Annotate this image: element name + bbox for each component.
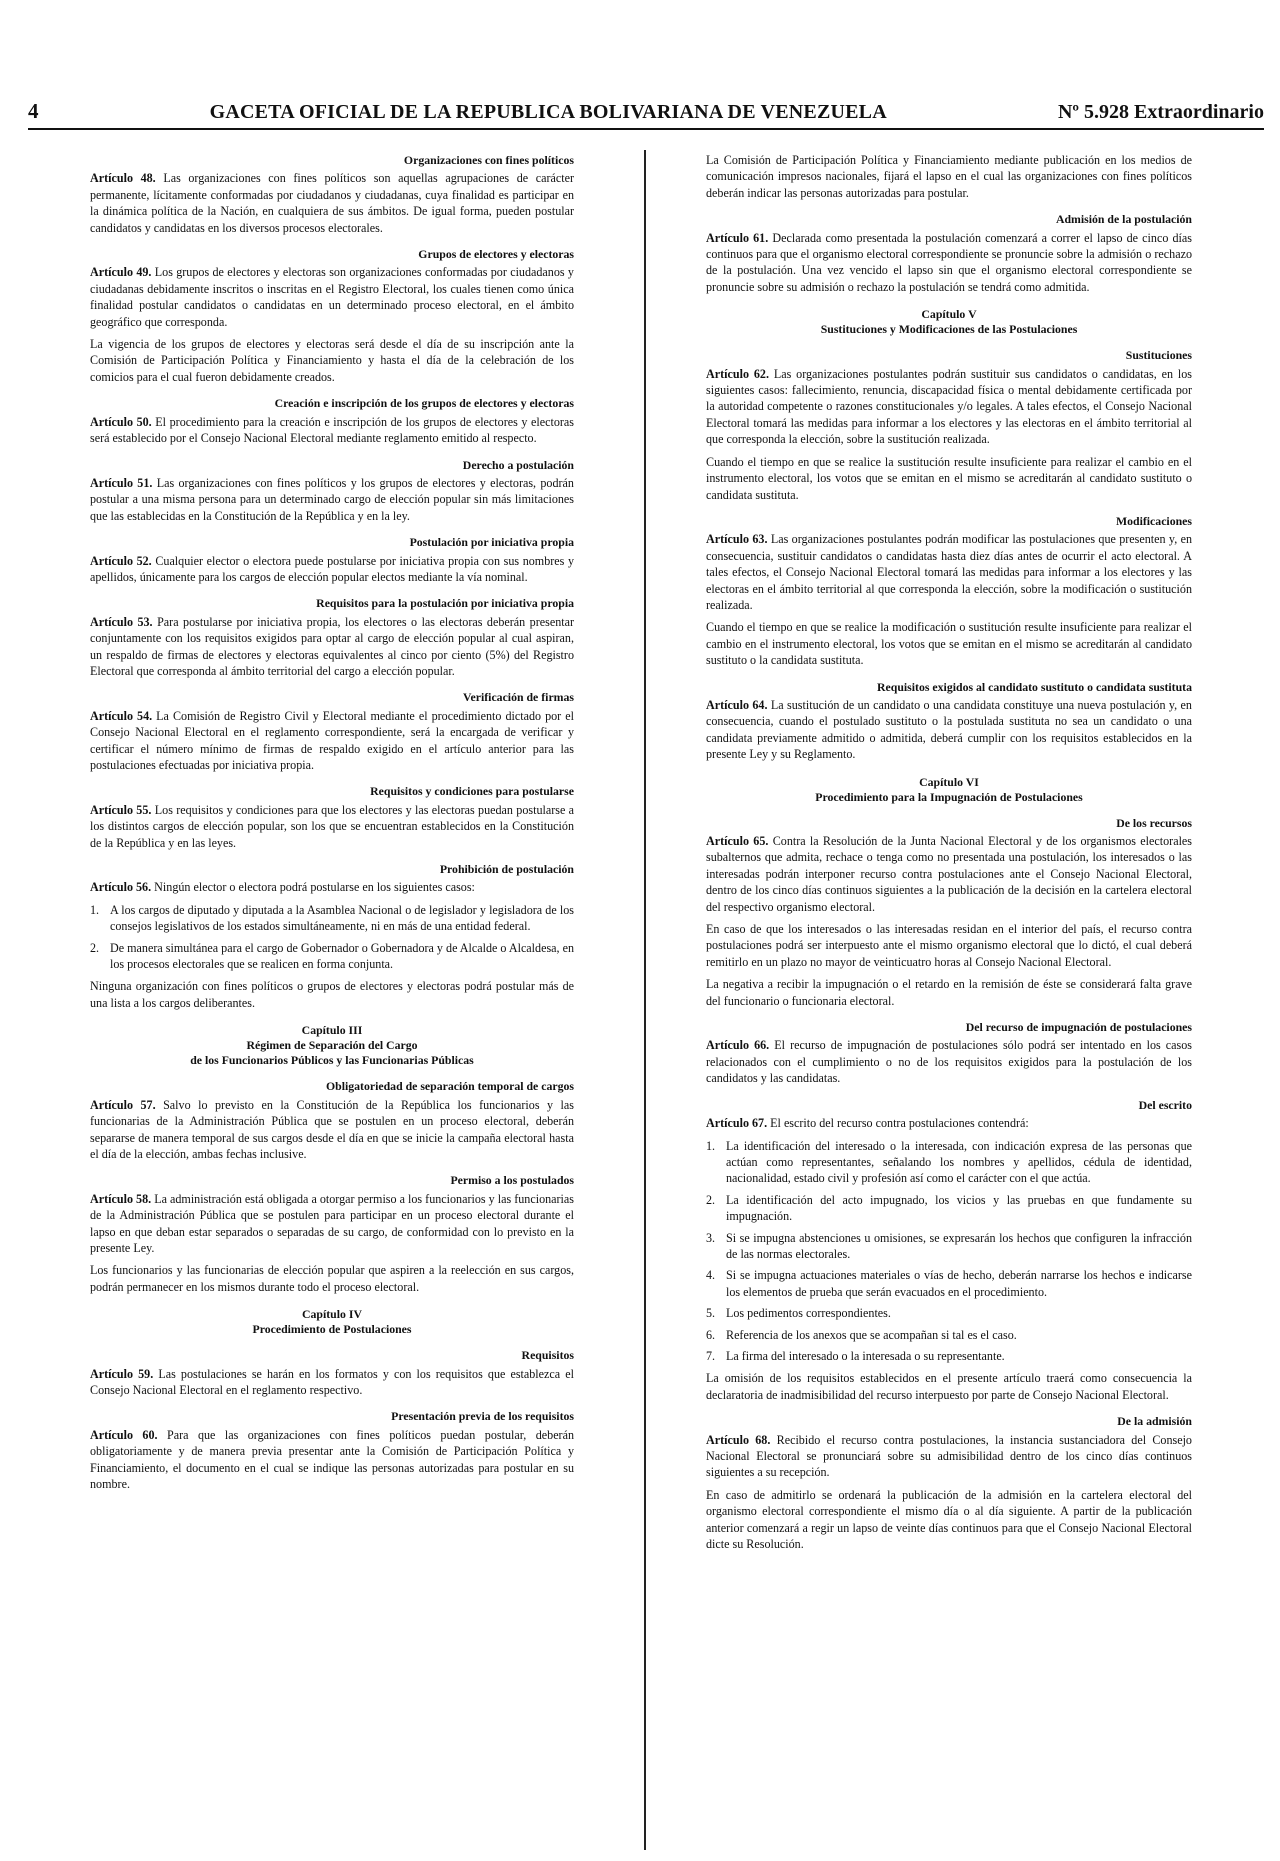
list-item-number: 1. xyxy=(90,902,100,917)
heading-art49: Grupos de electores y electoras xyxy=(418,247,574,262)
article-60-lead: Artículo 60. xyxy=(90,1427,158,1442)
article-48-text: Las organizaciones con fines políticos son aquellas agrupaciones de carácter permanente, lícitamente conformadas por ciudadanos y ciudadanas, cuya finalidad es participar en la dinámica política de la Nación, en cualquiera de sus ámbitos. De igual forma, pueden postular candidatos y candidatas en los diversos procesos electorales. xyxy=(90,171,575,235)
list-item-number: 3. xyxy=(706,1230,716,1245)
list-item xyxy=(706,1138,1192,1187)
chapter-4-number: Capítulo IV xyxy=(302,1307,362,1322)
list-item xyxy=(706,1327,1192,1343)
heading-art51: Derecho a postulación xyxy=(462,457,574,472)
heading-art59: Requisitos xyxy=(521,1348,574,1363)
article-68-text: Recibido el recurso contra postulaciones, la instancia sustanciadora del Consejo Nacional Electoral se pronunciará sobre su admisibilidad dentro de los cinco días continuos siguientes a su recepción. xyxy=(706,1432,1192,1480)
article-68 xyxy=(706,1432,1192,1481)
article-50-lead: Artículo 50. xyxy=(90,414,152,429)
article-53-text: Para postularse por iniciativa propia, los electores o las electoras deberán presentar conjuntamente con los requisitos exigidos para optar al cargo de elección popular al cual aspiran, un respaldo de firmas de electores y electoras equivalentes al cinco por ciento (5%) del Registro Electoral que corresponda al ámbito territorial del cargo a elección popular. xyxy=(90,614,574,678)
list-item-number: 5. xyxy=(706,1306,716,1321)
list-item-number: 6. xyxy=(706,1327,716,1342)
article-66-text: El recurso de impugnación de postulaciones sólo podrá ser intentado en los casos relacionados con el cumplimiento o no de los requisitos exigidos para la postulación de los candidatos y las candidatas. xyxy=(706,1038,1192,1086)
list-item xyxy=(706,1192,1192,1225)
list-item xyxy=(706,1348,1192,1364)
list-item-number: 4. xyxy=(706,1268,716,1283)
heading-art53: Requisitos para la postulación por iniciativa propia xyxy=(316,596,574,611)
list-item-text: La identificación del interesado o la interesada, con indicación expresa de las personas que actúan como representantes, señalando los nombres y apellidos, cédula de identidad, nacionalidad, estado civil y profesión así como el carácter con el que actúa. xyxy=(726,1138,1192,1186)
article-67-list xyxy=(706,1138,1192,1365)
article-67 xyxy=(706,1115,1192,1131)
list-item xyxy=(90,940,574,973)
heading-art62: Sustituciones xyxy=(1125,348,1192,363)
article-65 xyxy=(706,833,1192,915)
article-56-text: Ningún elector o electora podrá postularse en los siguientes casos: xyxy=(154,880,475,895)
chapter-3-heading xyxy=(90,1023,574,1068)
chapter-5-title: Sustituciones y Modificaciones de las Postulaciones xyxy=(820,322,1078,337)
article-59-lead: Artículo 59. xyxy=(90,1366,154,1381)
heading-art63: Modificaciones xyxy=(1115,513,1192,528)
article-56-p2: Ninguna organización con fines políticos o grupos de electores y electoras podrá postular más de una lista a los cargos deliberantes. xyxy=(90,979,574,1010)
article-62-text: Las organizaciones postulantes podrán sustituir sus candidatos o candidatas, en los siguientes casos: fallecimiento, renuncia, discapacidad física o mental debidamente certificada por la autoridad competente o razones constitucionales y/o legales. A tales efectos, el Consejo Nacional Electoral tomará las medidas para informar a los electores y las electoras en el ámbito territorial al que corresponda la elección, sobre la sustitución realizada. xyxy=(706,366,1192,447)
article-68-p2: En caso de admitirlo se ordenará la publicación de la admisión en la cartelera electoral del organismo electoral correspondiente el mismo día o al día siguiente. A partir de la publicación anterior comenzará a regir un lapso de veinte días continuos para que el Consejo Nacional Electoral dicte su Resolución. xyxy=(706,1487,1192,1552)
article-52-text: Cualquier elector o electora puede postularse por iniciativa propia con sus nombres y apellidos, únicamente para los cargos de elección popular electos mediante la vía nominal. xyxy=(90,553,574,584)
list-item-text: Si se impugna abstenciones u omisiones, se expresarán los hechos que configuren la infracción de las normas electorales. xyxy=(726,1230,1192,1261)
article-57 xyxy=(90,1097,574,1163)
chapter-3-title-line1: Régimen de Separación del Cargo xyxy=(246,1038,418,1053)
article-49-lead: Artículo 49. xyxy=(90,265,152,280)
article-61 xyxy=(706,230,1192,296)
article-64 xyxy=(706,697,1192,763)
gazette-number: Nº 5.928 Extraordinario xyxy=(1057,101,1264,123)
right-column xyxy=(706,152,1192,1558)
article-60-text: Para que las organizaciones con fines políticos puedan postular, deberán obligatoriamente y de manera previa presentar ante la Comisión de Participación Política y Financiamiento, el documento en el cual se indique las personas autorizadas para postular en su nombre. xyxy=(90,1427,574,1491)
article-64-text: La sustitución de un candidato o una candidata constituye una nueva postulación y, en consecuencia, cuando el postulado sustituto o la postulada sustituta no sea un candidato o una candidata previamente admitido o admitida, deberá cumplir con los requisitos establecidos en la presente Ley y su Reglamento. xyxy=(706,697,1192,762)
article-65-text: Contra la Resolución de la Junta Nacional Electoral y de los organismos electorales subalternos que admita, rechace o tenga como no presentada una postulación, los interesados o las interesadas podrán interponer recurso contra postulaciones ante el Consejo Nacional Electoral, dentro de los cinco días continuos siguientes a la publicación de la decisión en la cartelera electoral del respectivo organismo electoral. xyxy=(706,834,1193,914)
article-48 xyxy=(90,170,574,236)
page-number: 4 xyxy=(28,99,39,123)
list-item xyxy=(706,1267,1192,1300)
article-63 xyxy=(706,531,1192,613)
article-53-lead: Artículo 53. xyxy=(90,614,153,629)
list-item-number: 2. xyxy=(706,1192,716,1207)
heading-art48: Organizaciones con fines políticos xyxy=(403,153,574,167)
article-68-lead: Artículo 68. xyxy=(706,1432,771,1447)
article-58-lead: Artículo 58. xyxy=(90,1191,152,1206)
column-divider xyxy=(644,150,646,1850)
article-63-p2: Cuando el tiempo en que se realice la modificación o sustitución resulte insuficiente para realizar el cambio en el instrumento electoral, los votos que se emitan en el mismo se acreditarán al candidato sustituto o la candidata sustituta. xyxy=(706,620,1192,668)
article-67-lead: Artículo 67. xyxy=(706,1116,768,1131)
heading-art64: Requisitos exigidos al candidato sustituto o candidata sustituta xyxy=(877,679,1192,694)
heading-art61: Admisión de la postulación xyxy=(1055,212,1192,227)
article-57-lead: Artículo 57. xyxy=(90,1097,156,1112)
left-column xyxy=(90,152,574,1498)
heading-art68: De la admisión xyxy=(1117,1414,1192,1429)
list-item-text: Los pedimentos correspondientes. xyxy=(726,1306,891,1321)
article-53 xyxy=(90,614,574,680)
article-61-lead: Artículo 61. xyxy=(706,230,769,245)
list-item-number: 1. xyxy=(706,1138,716,1153)
article-55-lead: Artículo 55. xyxy=(90,802,152,817)
article-64-lead: Artículo 64. xyxy=(706,697,768,712)
heading-art66: Del recurso de impugnación de postulaciones xyxy=(965,1020,1192,1035)
article-65-p3: La negativa a recibir la impugnación o el retardo en la remisión de éste se considerará falta grave del funcionario o funcionaria electoral. xyxy=(706,977,1192,1008)
article-66-lead: Artículo 66. xyxy=(706,1038,770,1053)
chapter-3-number: Capítulo III xyxy=(301,1023,363,1038)
article-52-lead: Artículo 52. xyxy=(90,553,152,568)
article-54-text: La Comisión de Registro Civil y Electoral mediante el procedimiento dictado por el Consejo Nacional Electoral en el reglamento correspondiente, será la encargada de verificar y certificar el número mínimo de firmas de respaldo exigido en el artículo anterior para las postulaciones efectuadas por iniciativa propia. xyxy=(90,708,574,772)
heading-art50: Creación e inscripción de los grupos de electores y electoras xyxy=(274,396,574,411)
chapter-5-number: Capítulo V xyxy=(921,307,977,322)
article-60-continued: La Comisión de Participación Política y Financiamiento mediante publicación en los medios de comunicación impresos nacionales, fijará el lapso en el cual las organizaciones con fines políticos deberán indicar las personas autorizadas para postular. xyxy=(706,153,1192,200)
chapter-6-heading xyxy=(706,775,1192,805)
article-58-text: La administración está obligada a otorgar permiso a los funcionarios y las funcionarias de la Administración Pública que se postulen para participar en un proceso electoral durante el lapso en que deban estar separados o separadas de su cargo, de conformidad con lo previsto en la presente Ley. xyxy=(90,1191,574,1255)
chapter-6-title: Procedimiento para la Impugnación de Postulaciones xyxy=(815,789,1083,804)
article-67-p2: La omisión de los requisitos establecidos en el presente artículo traerá como consecuencia la declaratoria de inadmisibilidad del recurso interpuesto por parte de Consejo Nacional Electoral. xyxy=(706,1371,1192,1402)
heading-art52: Postulación por iniciativa propia xyxy=(409,535,574,550)
heading-art56: Prohibición de postulación xyxy=(439,862,574,877)
article-60 xyxy=(90,1427,574,1493)
list-item-text: Si se impugna actuaciones materiales o vías de hecho, deberán narrarse los hechos e indicarse los elementos de prueba que serán evacuados en el procedimiento. xyxy=(726,1268,1192,1299)
list-item-number: 2. xyxy=(90,940,100,955)
article-51-text: Las organizaciones con fines políticos y los grupos de electores y electoras, podrán postular a una misma persona para un determinado cargo de elección popular sin más limitaciones que las establecidas en la Constitución de la República y en la ley. xyxy=(90,475,574,523)
article-66 xyxy=(706,1037,1192,1086)
article-54 xyxy=(90,708,574,774)
chapter-6-number: Capítulo VI xyxy=(919,774,979,789)
article-49-p2: La vigencia de los grupos de electores y electoras será desde el día de su inscripción ante la Comisión de Participación Política y Financiamiento y hasta el día de la celebración de los comicios para el cual fueron debidamente creados. xyxy=(90,337,574,384)
article-63-text: Las organizaciones postulantes podrán modificar las postulaciones que presenten y, en consecuencia, sustituir candidatos o candidatas hasta diez días antes de ocurrir el acto electoral. A tales efectos, el Consejo Nacional Electoral tomará las medidas para informar a los electores y las electoras en el ámbito territorial al que corresponda la elección, sobre la modificación o sustitución realizada. xyxy=(706,532,1192,612)
article-59-text: Las postulaciones se harán en los formatos y con los requisitos que establezca el Consejo Nacional Electoral en el reglamento respectivo. xyxy=(90,1366,574,1397)
list-item-text: De manera simultánea para el cargo de Gobernador o Gobernadora y de Alcalde o Alcaldesa, en los procesos electorales que se realicen en forma conjunta. xyxy=(110,940,574,972)
article-63-lead: Artículo 63. xyxy=(706,532,768,547)
gazette-header xyxy=(28,96,1264,130)
article-51-lead: Artículo 51. xyxy=(90,475,153,490)
chapter-3-title-line2: de los Funcionarios Públicos y las Funcionarias Públicas xyxy=(190,1053,474,1068)
list-item xyxy=(90,902,574,935)
article-62 xyxy=(706,366,1192,448)
heading-art67: Del escrito xyxy=(1138,1097,1192,1112)
heading-art60: Presentación previa de los requisitos xyxy=(391,1409,574,1424)
chapter-5-heading xyxy=(706,307,1192,337)
list-item-text: La firma del interesado o la interesada o su representante. xyxy=(726,1348,1005,1363)
list-item-text: La identificación del acto impugnado, los vicios y las pruebas en que fundamente su impugnación. xyxy=(726,1192,1192,1224)
article-55 xyxy=(90,802,574,851)
article-55-text: Los requisitos y condiciones para que los electores y las electoras puedan postularse a los distintos cargos de elección popular, son los que se encuentran establecidos en la Constitución de la República y en las leyes. xyxy=(90,802,575,850)
article-62-p2: Cuando el tiempo en que se realice la sustitución resulte insuficiente para realizar el cambio en el instrumento electoral, los votos que se emitan en el mismo se acreditarán al candidato sustituto o candidata sustituta. xyxy=(706,454,1192,502)
list-item xyxy=(706,1230,1192,1263)
article-65-lead: Artículo 65. xyxy=(706,834,769,848)
article-50-text: El procedimiento para la creación e inscripción de los grupos de electores y electoras será establecido por el Consejo Nacional Electoral mediante reglamento emitido al respecto. xyxy=(90,414,574,446)
article-59 xyxy=(90,1366,574,1399)
article-49-text: Los grupos de electores y electoras son organizaciones conformadas por ciudadanos y ciudadanas debidamente inscritos o inscritas en el Registro Electoral, los cuales tienen como única finalidad postular candidatos o candidatas en un determinado proceso electoral, en el ámbito geográfico que corresponda. xyxy=(90,265,574,329)
article-50 xyxy=(90,414,574,447)
article-54-lead: Artículo 54. xyxy=(90,708,153,723)
list-item-number: 7. xyxy=(706,1348,716,1363)
article-58-p2: Los funcionarios y las funcionarias de elección popular que aspiren a la reelección en sus cargos, podrán permanecer en los mismos durante todo el proceso electoral. xyxy=(90,1263,574,1294)
gazette-title: GACETA OFICIAL DE LA REPUBLICA BOLIVARIANA DE VENEZUELA xyxy=(209,101,887,123)
article-48-lead: Artículo 48. xyxy=(90,171,156,186)
article-56 xyxy=(90,879,574,895)
chapter-4-title: Procedimiento de Postulaciones xyxy=(252,1322,412,1337)
article-65-p2: En caso de que los interesados o las interesadas residan en el interior del país, el recurso contra postulaciones podrá ser interpuesto ante el mismo organismo electoral que lo dictó, el cual deberá remitirlo en un plazo no mayor de veinticuatro horas al Consejo Nacional Electoral. xyxy=(706,922,1192,969)
article-61-text: Declarada como presentada la postulación comenzará a correr el lapso de cinco días continuos para que el organismo electoral correspondiente se pronuncie sobre la admisión o rechazo de la postulación. Una vez vencido el lapso sin que el organismo electoral correspondiente se pronuncie sobre su admisión o rechazo la postulación se tendrá como admitida. xyxy=(706,230,1192,294)
article-58 xyxy=(90,1191,574,1257)
article-56-lead: Artículo 56. xyxy=(90,880,152,895)
list-item-text: A los cargos de diputado y diputada a la Asamblea Nacional o de legislador y legisladora de los consejos legislativos de los estados simultáneamente, ni en más de una entidad federal. xyxy=(110,902,574,934)
heading-art65: De los recursos xyxy=(1116,815,1192,830)
article-56-list xyxy=(90,902,574,973)
article-51 xyxy=(90,475,574,524)
article-62-lead: Artículo 62. xyxy=(706,366,769,381)
article-49 xyxy=(90,264,574,330)
article-67-text: El escrito del recurso contra postulaciones contendrá: xyxy=(770,1116,1029,1131)
chapter-4-heading xyxy=(90,1307,574,1337)
heading-art58: Permiso a los postulados xyxy=(450,1173,574,1188)
heading-art57: Obligatoriedad de separación temporal de cargos xyxy=(325,1079,574,1094)
article-52 xyxy=(90,553,574,586)
article-57-text: Salvo lo previsto en la Constitución de la República los funcionarios y las funcionarias de la Administración Pública que se postulen en un proceso electoral, deberán separarse de manera temporal de sus cargos desde el día en que se inicie la campaña electoral hasta el día de la elección, ambas fechas inclusive. xyxy=(90,1097,574,1161)
heading-art54: Verificación de firmas xyxy=(463,690,574,705)
list-item xyxy=(706,1305,1192,1321)
heading-art55: Requisitos y condiciones para postularse xyxy=(370,784,574,799)
list-item-text: Referencia de los anexos que se acompañan si tal es el caso. xyxy=(726,1327,1017,1342)
